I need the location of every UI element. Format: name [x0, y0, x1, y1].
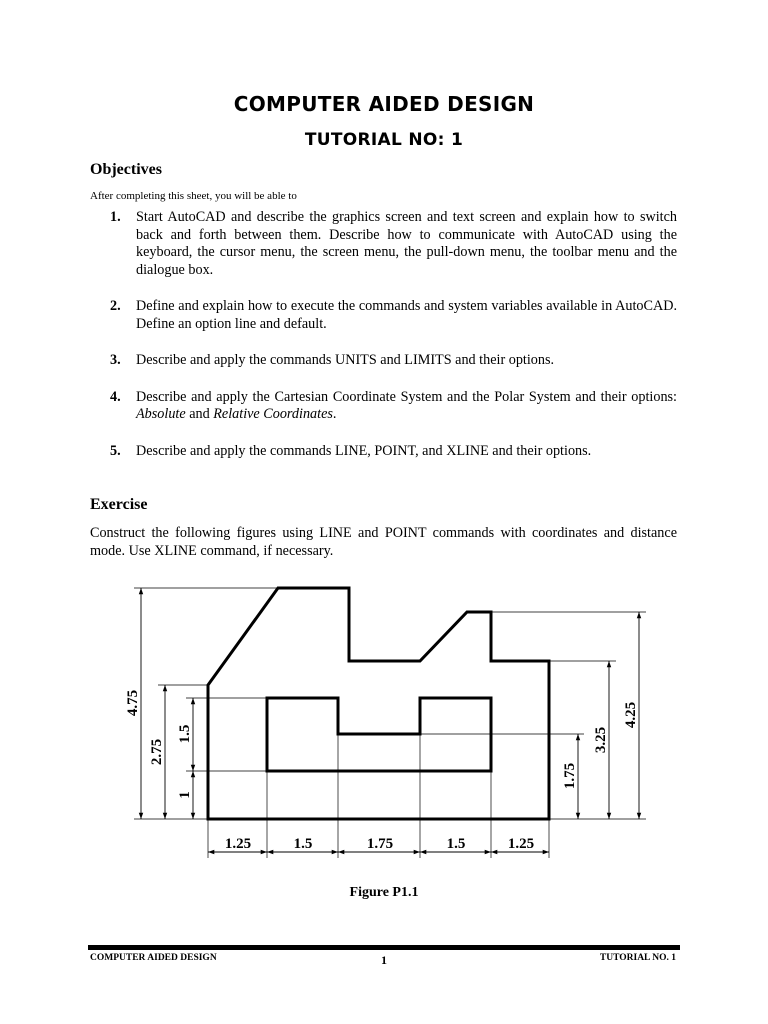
exercise-text: Construct the following figures using LINE and POINT commands with coordinates and distance mode. Use XLINE command, if necessary.: [90, 525, 677, 559]
footer-left: COMPUTER AIDED DESIGN: [90, 953, 217, 963]
list-item: [110, 389, 677, 424]
dim-label-right: 4.25: [623, 701, 639, 729]
dim-label-bottom: 1.25: [224, 836, 252, 852]
dim-label-right: 1.75: [562, 762, 578, 790]
dim-label-left: 4.75: [125, 689, 141, 717]
footer-right: TUTORIAL NO. 1: [599, 953, 676, 963]
list-item: [110, 298, 677, 333]
list-item-text: Define and explain how to execute the commands and system variables available in AutoCAD. Define an option line and default.: [136, 298, 677, 332]
page-title: COMPUTER AIDED DESIGN: [233, 92, 535, 116]
list-item: [110, 209, 677, 279]
page-number: 1: [381, 953, 387, 967]
list-item-text: Start AutoCAD and describe the graphics screen and text screen and explain how to switch back and forth between them. Describe how to communicate with AutoCAD using the keyboard, the cursor menu, the screen menu, the pull-down menu, the toolbar menu and the dialogue box.: [136, 209, 677, 278]
dim-label-left: 1: [177, 791, 193, 799]
list-item-text: Describe and apply the commands LINE, POINT, and XLINE and their options.: [136, 442, 592, 459]
objectives-intro: After completing this sheet, you will be able to: [90, 190, 297, 202]
footer-divider: [88, 945, 680, 950]
figure-inner-slot: [267, 698, 491, 771]
dim-label-left: 2.75: [149, 738, 165, 766]
list-item-number: 2.: [110, 298, 121, 314]
dim-label-left: 1.5: [177, 724, 193, 744]
list-item-text-part: Describe and apply the Cartesian Coordinate System and the Polar System and their options:: [136, 388, 677, 405]
list-item: [110, 352, 677, 370]
list-item-text-part: .: [332, 406, 337, 422]
objectives-list: [110, 209, 677, 479]
figure-caption: Figure P1.1: [349, 885, 419, 900]
figure-outline: [208, 588, 549, 819]
emphasis-absolute: Absolute: [136, 406, 186, 422]
dim-label-bottom: 1.25: [507, 836, 535, 852]
list-item: [110, 443, 677, 461]
list-item-number: 3.: [110, 352, 121, 368]
page-subtitle: TUTORIAL NO: 1: [304, 130, 464, 150]
list-item-number: 5.: [110, 442, 121, 459]
list-item-number: 1.: [110, 209, 121, 225]
list-item-number: 4.: [110, 388, 121, 405]
list-item-text-part: and: [185, 406, 214, 422]
emphasis-relative: Relative Coordinates: [213, 406, 333, 422]
objectives-heading: Objectives: [90, 161, 162, 178]
list-item-text: [136, 389, 677, 423]
list-item-text: Describe and apply the commands UNITS and LIMITS and their options.: [136, 352, 555, 368]
dimension-lines: [141, 588, 639, 852]
dim-label-bottom: 1.5: [446, 836, 466, 852]
dim-label-right: 3.25: [593, 726, 609, 754]
exercise-heading: Exercise: [90, 496, 148, 513]
dim-label-bottom: 1.75: [366, 836, 394, 852]
dim-label-bottom: 1.5: [293, 836, 313, 852]
cad-drawing: [110, 575, 670, 865]
